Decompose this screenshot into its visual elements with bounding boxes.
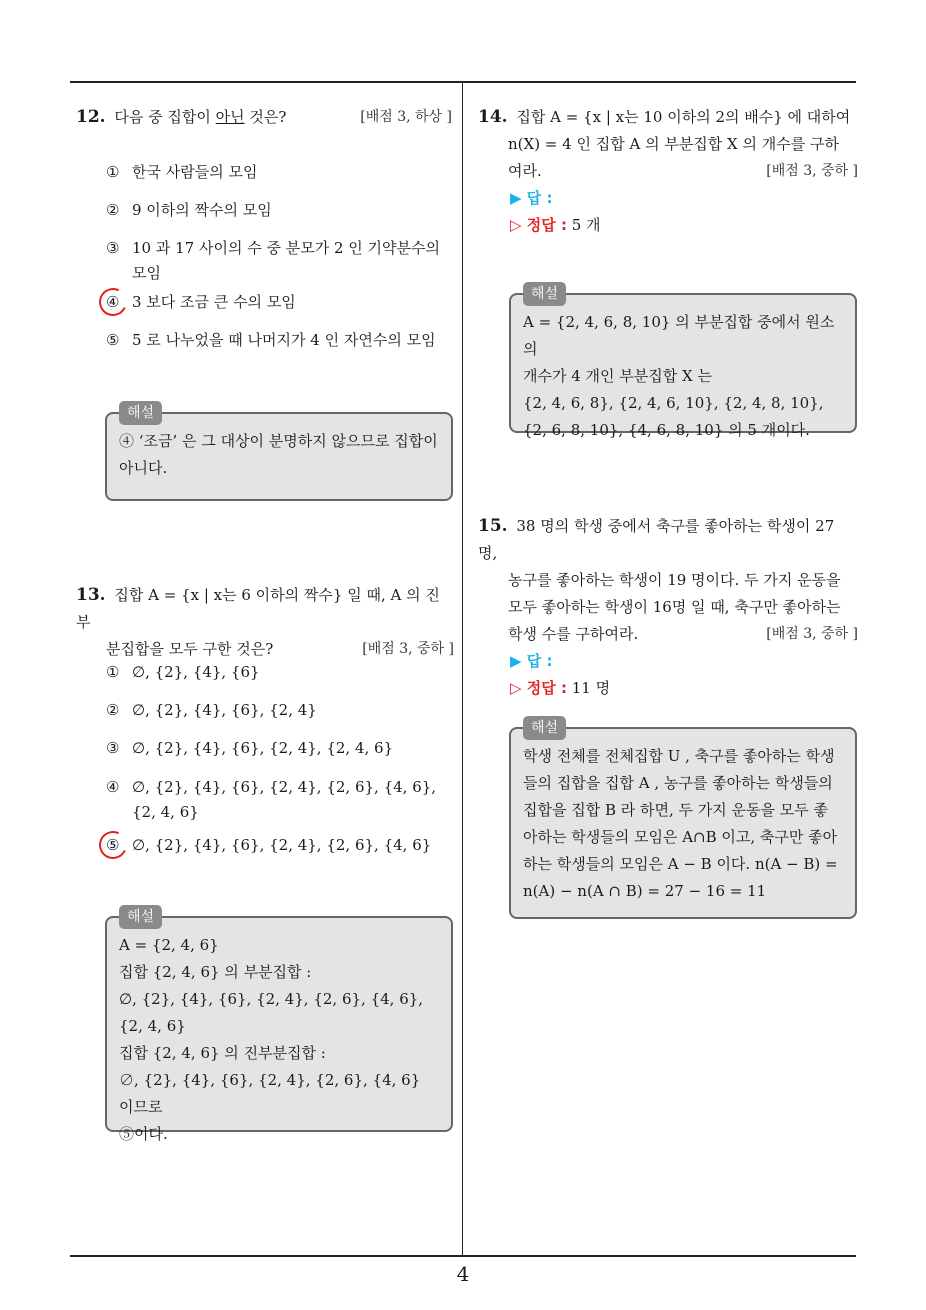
option-text: ∅, {2}, {4}, {6} [132, 663, 260, 681]
question-13 [76, 582, 454, 663]
option-mark: ③ [106, 239, 120, 257]
question-text: 38 명의 학생 중에서 축구를 좋아하는 학생이 27 명, [478, 517, 835, 562]
option-text: ∅, {2}, {4}, {6}, {2, 4}, {2, 6}, {4, 6} [132, 836, 432, 854]
option-4-selected[interactable] [76, 290, 508, 315]
option-text: 9 이하의 짝수의 모임 [132, 201, 272, 219]
answer-label: ▶ 답 : [510, 652, 553, 670]
explanation-line: A = {2, 4, 6} [119, 936, 219, 954]
score-label: [배점 3, 중하 ] [766, 626, 858, 642]
option-mark: ③ [106, 739, 120, 757]
correct-answer-line [478, 675, 858, 702]
question-text-cont: 모두 좋아하는 학생이 16명 일 때, 축구만 좋아하는 [508, 598, 841, 616]
correct-answer-line [478, 212, 858, 239]
explanation-line: 집합 {2, 4, 6} 의 부분집합 : [119, 963, 312, 981]
option-mark: ⑤ [106, 331, 120, 349]
question-13-header [76, 582, 454, 636]
question-12-header [76, 104, 452, 131]
explanation-tag: 해설 [523, 716, 566, 740]
explanation-line: 아니다. [119, 459, 168, 477]
explanation-line: ⑤이다. [119, 1125, 168, 1143]
option-text: 5 로 나누었을 때 나머지가 4 인 자연수의 모임 [132, 331, 436, 349]
question-number: 14. [478, 107, 508, 127]
explanation-line: {2, 4, 6} [119, 1017, 186, 1035]
question-text: 집합 A = {x | x는 10 이하의 2의 배수} 에 대하여 [516, 108, 851, 126]
option-mark: ② [106, 201, 120, 219]
question-number: 15. [478, 516, 508, 536]
option-mark: ② [106, 701, 120, 719]
explanation-box-12 [105, 405, 453, 501]
explanation-line: n(A) − n(A ∩ B) = 27 − 16 = 11 [523, 882, 767, 900]
option-text: ∅, {2}, {4}, {6}, {2, 4}, {2, 4, 6} [132, 739, 394, 757]
option-5[interactable] [76, 328, 508, 353]
option-text: 3 보다 조금 큰 수의 모임 [132, 293, 296, 311]
explanation-box-14 [509, 286, 857, 439]
option-mark: ④ [106, 293, 120, 311]
question-15-header [478, 513, 858, 567]
option-mark: ① [106, 163, 120, 181]
question-text: 다음 중 집합이 아닌 것은? [114, 108, 287, 126]
option-text-cont: 모임 [132, 264, 161, 282]
question-14-header [478, 104, 858, 131]
explanation-line: {2, 6, 8, 10}, {4, 6, 8, 10} 의 5 개이다. [523, 421, 810, 439]
question-12 [76, 104, 452, 131]
explanation-line: ∅, {2}, {4}, {6}, {2, 4}, {2, 6}, {4, 6} 이므로 [119, 1071, 421, 1116]
option-2[interactable] [76, 698, 508, 723]
option-1[interactable] [76, 660, 508, 685]
correct-answer-value: 11 명 [571, 679, 611, 697]
explanation-line: 학생 전체를 전체집합 U , 축구를 좋아하는 학생 [523, 747, 835, 765]
option-mark: ① [106, 663, 120, 681]
answer-line[interactable] [478, 648, 858, 675]
option-3[interactable] [76, 736, 508, 761]
correct-answer-label: ▷ 정답 : [510, 216, 567, 234]
option-text-cont: {2, 4, 6} [132, 803, 199, 821]
question-15 [478, 513, 858, 702]
explanation-line: 집합 {2, 4, 6} 의 진부분집합 : [119, 1044, 326, 1062]
explanation-line: ④ ‘조금’ 은 그 대상이 분명하지 않으므로 집합이 [119, 432, 438, 450]
option-mark: ⑤ [106, 836, 120, 854]
page-number: 4 [456, 1262, 470, 1286]
question-14 [478, 104, 858, 239]
explanation-tag: 해설 [119, 905, 162, 929]
option-3[interactable] [76, 236, 462, 286]
score-label: [배점 3, 중하 ] [766, 163, 858, 179]
explanation-line: 들의 집합을 집합 A , 농구를 좋아하는 학생들의 [523, 774, 833, 792]
explanation-line: ∅, {2}, {4}, {6}, {2, 4}, {2, 6}, {4, 6}, [119, 990, 424, 1008]
correct-answer-label: ▷ 정답 : [510, 679, 567, 697]
option-5-selected[interactable] [76, 833, 508, 858]
option-text: 한국 사람들의 모임 [132, 163, 258, 181]
question-text-cont: 학생 수를 구하여라. [배점 3, 중하 ] [478, 621, 858, 648]
explanation-tag: 해설 [119, 401, 162, 425]
bottom-rule [70, 1255, 856, 1257]
option-text: 10 과 17 사이의 수 중 분모가 2 인 기약분수의 [132, 239, 440, 257]
explanation-line: 개수가 4 개인 부분집합 X 는 [523, 367, 712, 385]
option-4[interactable] [76, 775, 508, 825]
explanation-line: 아하는 학생들의 모임은 A∩B 이고, 축구만 좋아 [523, 828, 838, 846]
explanation-line: {2, 4, 6, 8}, {2, 4, 6, 10}, {2, 4, 8, 10}, [523, 394, 824, 412]
option-text: ∅, {2}, {4}, {6}, {2, 4} [132, 701, 317, 719]
explanation-tag: 해설 [523, 282, 566, 306]
answer-label: ▶ 답 : [510, 189, 553, 207]
question-text-cont: 농구를 좋아하는 학생이 19 명이다. 두 가지 운동을 [508, 571, 841, 589]
score-label: [배점 3, 중하 ] [362, 641, 454, 657]
option-text: ∅, {2}, {4}, {6}, {2, 4}, {2, 6}, {4, 6}, [132, 778, 437, 796]
explanation-box-13 [105, 909, 453, 1143]
question-number: 12. [76, 107, 106, 127]
correct-answer-value: 5 개 [571, 216, 601, 234]
explanation-box-15 [509, 720, 857, 919]
question-text-cont: 여라. [배점 3, 중하 ] [478, 158, 858, 185]
question-text-cont: n(X) = 4 인 집합 A 의 부분집합 X 의 개수를 구하 [508, 135, 839, 153]
question-text: 집합 A = {x | x는 6 이하의 짝수} 일 때, A 의 진부 [76, 586, 440, 631]
question-text-cont: 분집합을 모두 구한 것은? [배점 3, 중하 ] [76, 636, 454, 663]
top-rule [70, 81, 856, 83]
answer-line[interactable] [478, 185, 858, 212]
question-number: 13. [76, 585, 106, 605]
score-label: [배점 3, 하상 ] [360, 109, 452, 125]
explanation-line: A = {2, 4, 6, 8, 10} 의 부분집합 중에서 원소의 [523, 313, 835, 358]
option-2[interactable] [76, 198, 508, 223]
explanation-line: 하는 학생들의 모임은 A − B 이다. n(A − B) = [523, 855, 838, 873]
option-1[interactable] [76, 160, 508, 185]
option-mark: ④ [106, 778, 120, 796]
explanation-line: 집합을 집합 B 라 하면, 두 가지 운동을 모두 좋 [523, 801, 829, 819]
